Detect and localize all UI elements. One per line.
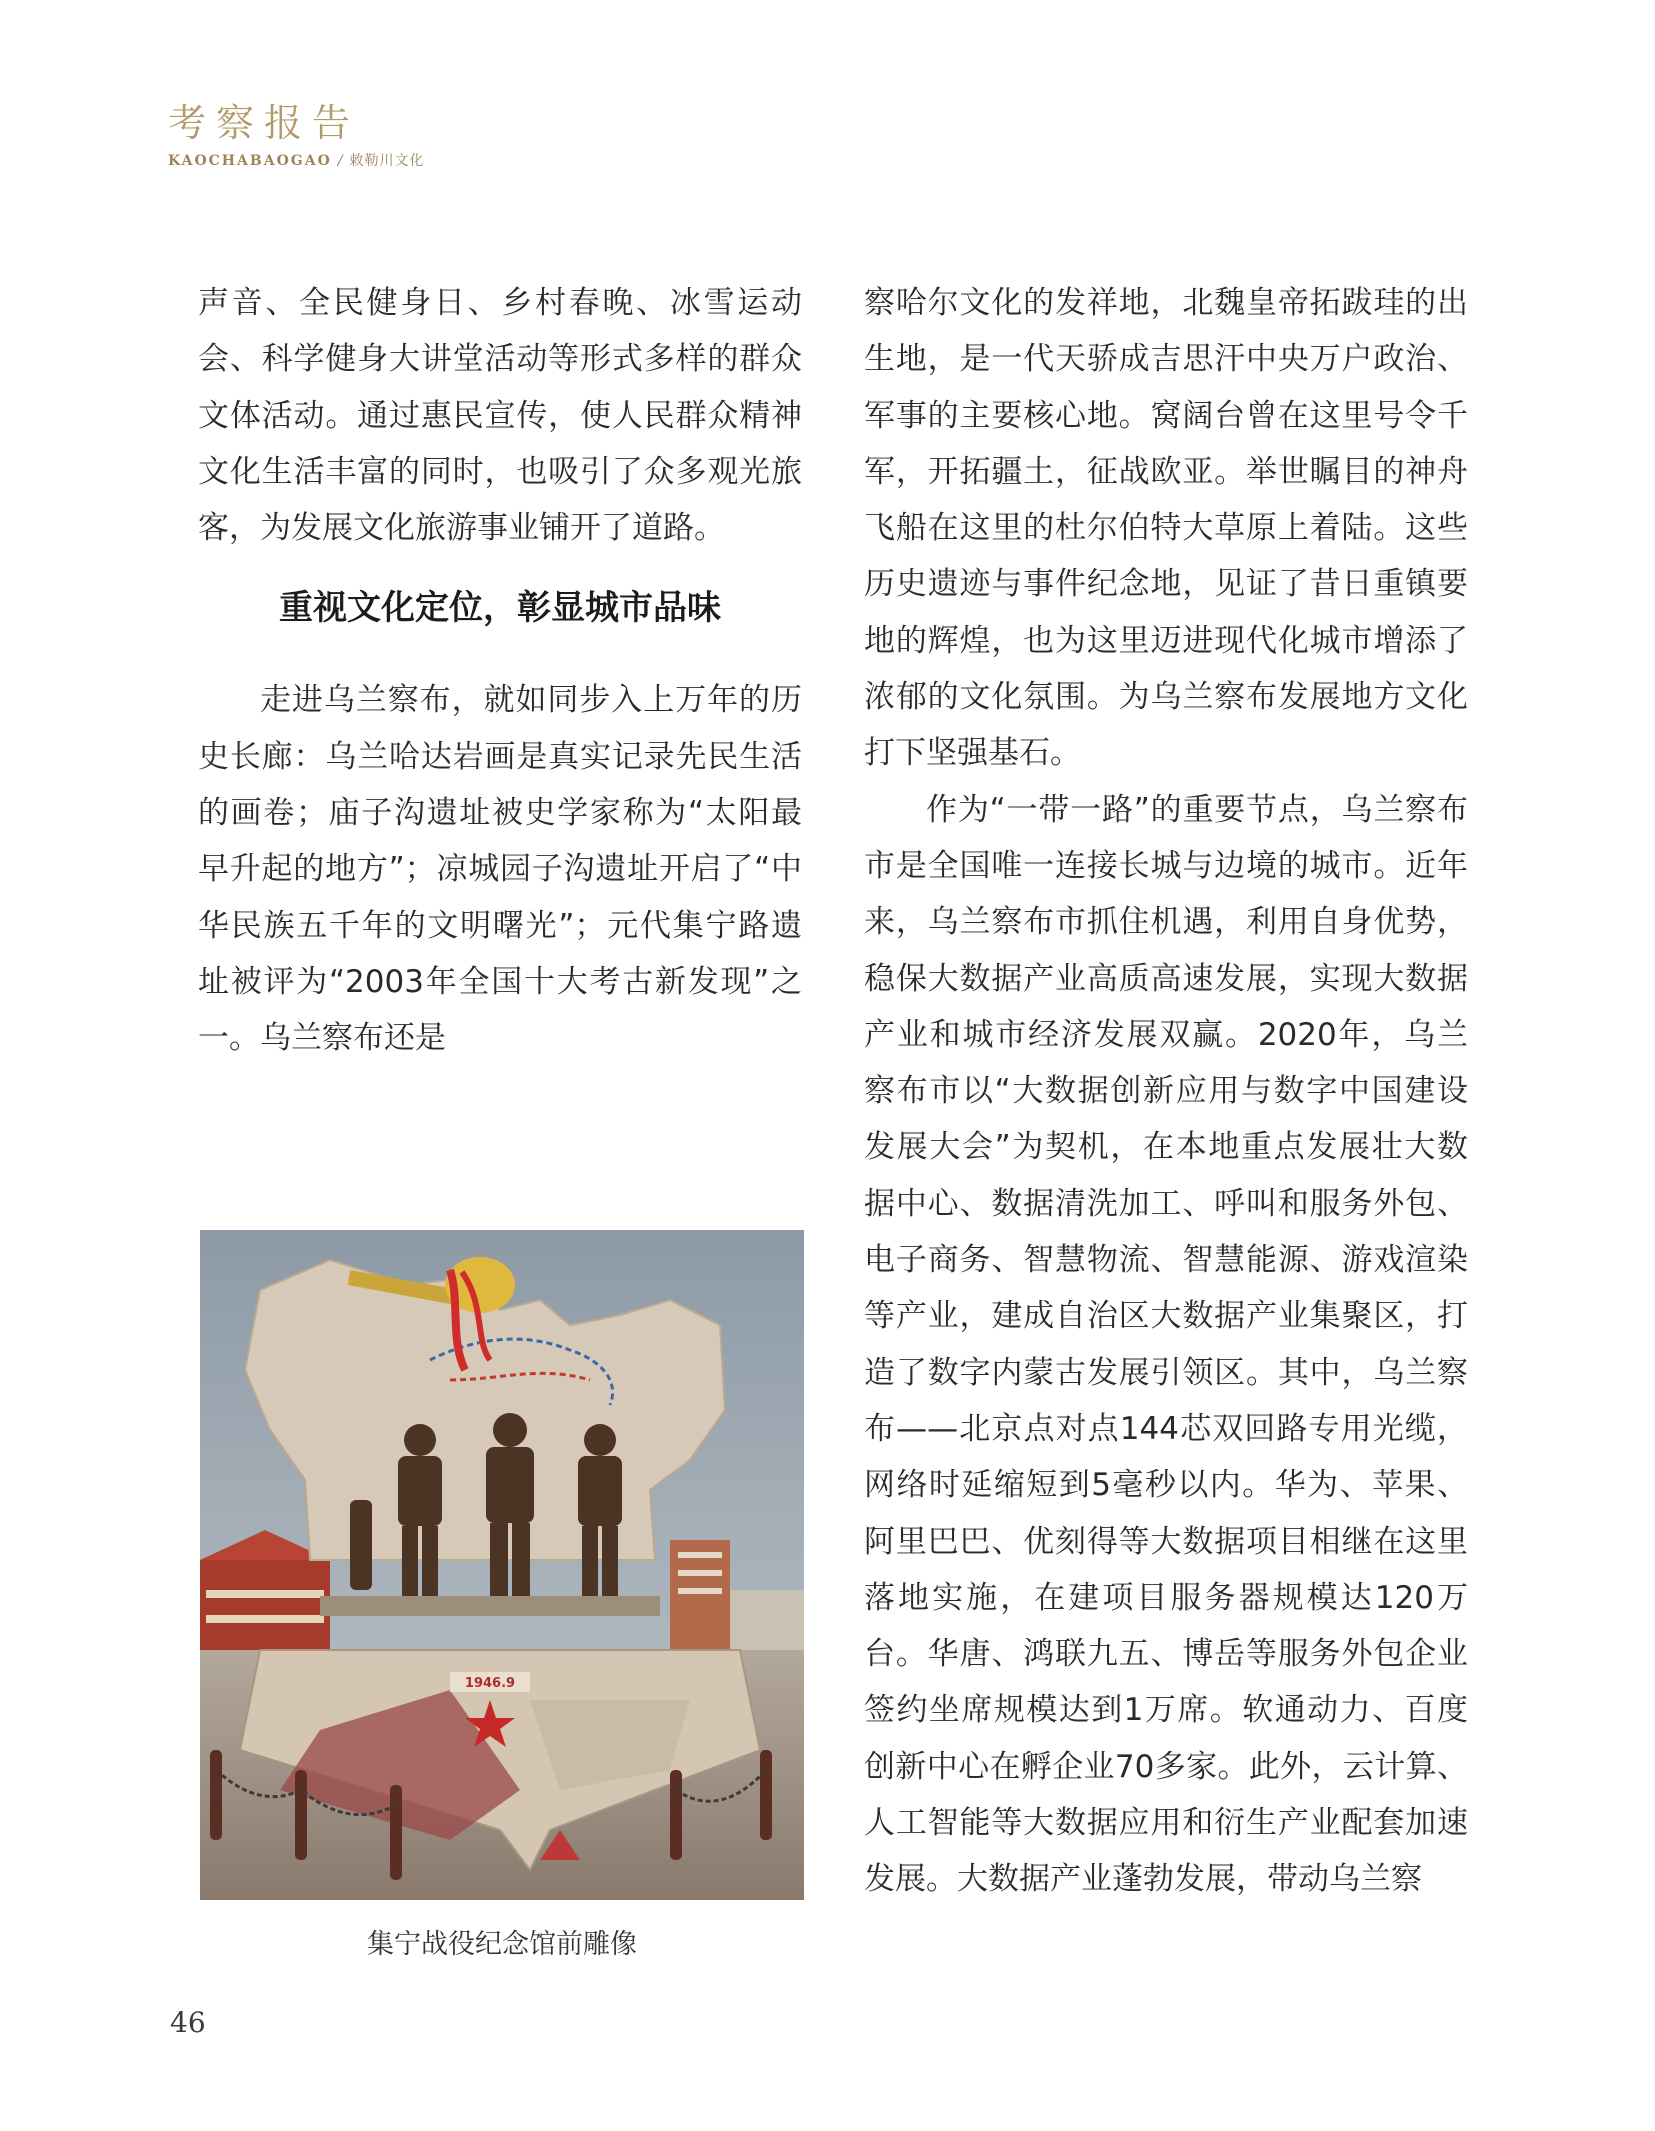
header-title: 考察报告: [168, 101, 361, 145]
left-column: [198, 275, 802, 1067]
plaque-year-text: 1946.9: [464, 1676, 516, 1691]
right-paragraph-2: 作为“一带一路”的重要节点，乌兰察布市是全国唯一连接长城与边境的城市。近年来，乌兰察布市抓住机遇，利用自身优势，稳保大数据产业高质高速发展，实现大数据产业和城市经济发展双赢。2020年，乌兰察布市以“大数据创新应用与数字中国建设发展大会”为契机，在本地重点发展壮大数据中心、数据清洗加工、呼叫和服务外包、电子商务、智慧物流、智慧能源、游戏渲染等产业，建成自治区大数据产业集聚区，打造了数字内蒙古发展引领区。其中，乌兰察布——北京点对点144芯双回路专用光缆，网络时延缩短到5毫秒以内。华为、苹果、阿里巴巴、优刻得等大数据项目相继在这里落地实施，在建项目服务器规模达120万台。华唐、鸿联九五、博岳等服务外包企业签约坐席规模达到1万席。软通动力、百度创新中心在孵企业70多家。此外，云计算、人工智能等大数据应用和衍生产业配套加速发展。大数据产业蓬勃发展，带动乌兰察: [864, 791, 1468, 1898]
page-header: [168, 100, 425, 170]
header-subtitle-cn: 敕勒川文化: [349, 153, 425, 169]
right-paragraph-1: 察哈尔文化的发祥地，北魏皇帝拓跋珪的出生地，是一代天骄成吉思汗中央万户政治、军事的主要核心地。窝阔台曾在这里号令千军，开拓疆土，征战欧亚。举世瞩目的神舟飞船在这里的杜尔伯特大草原上着陆。这些历史遗迹与事件纪念地，见证了昔日重镇要地的辉煌，也为这里迈进现代化城市增添了浓郁的文化氛围。为乌兰察布发展地方文化打下坚强基石。: [864, 285, 1468, 772]
right-column: [864, 275, 1468, 1908]
header-subtitle-en: KAOCHABAOGAO: [168, 153, 332, 169]
header-subtitle: [168, 150, 425, 170]
left-paragraph-1: 声音、全民健身日、乡村春晚、冰雪运动会、科学健身大讲堂活动等形式多样的群众文体活动。通过惠民宣传，使人民群众精神文化生活丰富的同时，也吸引了众多观光旅客，为发展文化旅游事业铺开了道路。: [198, 285, 802, 547]
page-number: 46: [170, 2006, 206, 2039]
photo-caption: 集宁战役纪念馆前雕像: [367, 1929, 637, 1960]
left-paragraph-2: 走进乌兰察布，就如同步入上万年的历史长廊：乌兰哈达岩画是真实记录先民生活的画卷；庙子沟遗址被史学家称为“太阳最早升起的地方”；凉城园子沟遗址开启了“中华民族五千年的文明曙光”；元代集宁路遗址被评为“2003年全国十大考古新发现”之一。乌兰察布还是: [198, 682, 802, 1057]
header-slash: /: [337, 153, 344, 169]
section-title: 重视文化定位，彰显城市品味: [279, 588, 721, 629]
memorial-statue-photo: [200, 1230, 804, 1900]
